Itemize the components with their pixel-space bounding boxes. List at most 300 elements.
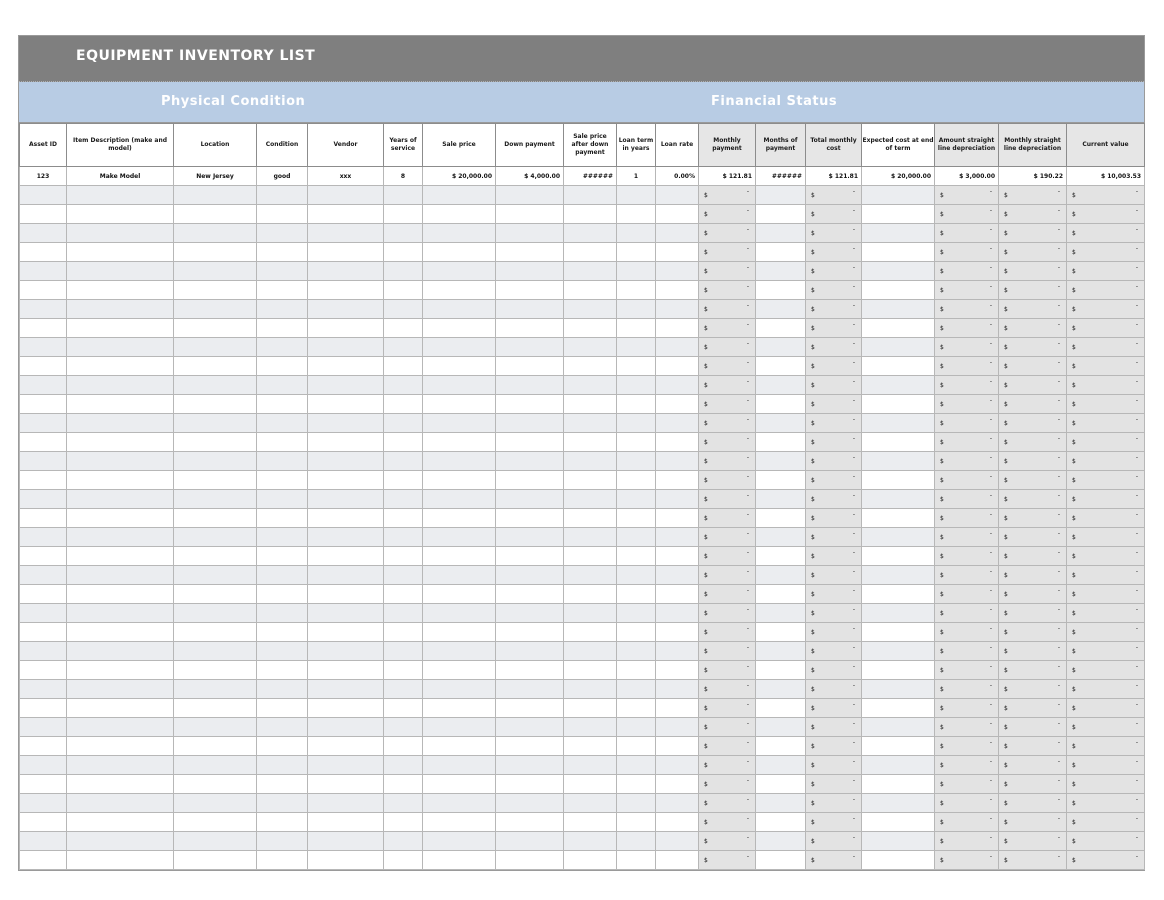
table-cell[interactable] (806, 623, 862, 642)
table-cell[interactable] (308, 775, 384, 794)
table-cell[interactable] (862, 376, 935, 395)
table-cell[interactable] (423, 547, 496, 566)
table-cell[interactable] (617, 224, 656, 243)
table-cell[interactable] (564, 205, 617, 224)
table-cell[interactable]: $ 20,000.00 (423, 167, 496, 186)
table-cell[interactable] (699, 756, 756, 775)
table-cell[interactable] (656, 319, 699, 338)
table-cell[interactable] (862, 813, 935, 832)
table-cell[interactable] (1067, 813, 1145, 832)
table-cell[interactable] (496, 471, 564, 490)
table-cell[interactable] (67, 186, 174, 205)
table-cell[interactable] (617, 509, 656, 528)
table-cell[interactable] (423, 452, 496, 471)
table-cell[interactable] (20, 509, 67, 528)
table-cell[interactable] (806, 718, 862, 737)
table-cell[interactable] (756, 661, 806, 680)
table-cell[interactable] (308, 281, 384, 300)
table-cell[interactable] (862, 775, 935, 794)
table-cell[interactable] (699, 623, 756, 642)
table-cell[interactable] (1067, 794, 1145, 813)
table-cell[interactable] (308, 357, 384, 376)
table-cell[interactable]: ###### (564, 167, 617, 186)
table-cell[interactable] (1067, 604, 1145, 623)
table-cell[interactable] (174, 604, 257, 623)
table-cell[interactable] (617, 262, 656, 281)
table-cell[interactable] (935, 414, 999, 433)
table-cell[interactable] (756, 699, 806, 718)
table-cell[interactable] (174, 414, 257, 433)
table-cell[interactable] (308, 205, 384, 224)
column-header[interactable]: Asset ID (20, 124, 67, 167)
table-cell[interactable] (423, 528, 496, 547)
table-cell[interactable] (564, 699, 617, 718)
table-cell[interactable] (756, 205, 806, 224)
table-cell[interactable] (423, 756, 496, 775)
table-cell[interactable] (806, 186, 862, 205)
table-cell[interactable] (862, 794, 935, 813)
table-cell[interactable] (384, 433, 423, 452)
table-cell[interactable] (67, 490, 174, 509)
table-cell[interactable] (564, 604, 617, 623)
table-cell[interactable] (999, 262, 1067, 281)
table-cell[interactable] (699, 243, 756, 262)
table-cell[interactable] (496, 319, 564, 338)
table-cell[interactable] (308, 813, 384, 832)
column-header[interactable]: Years of service (384, 124, 423, 167)
table-cell[interactable] (308, 224, 384, 243)
table-cell[interactable] (756, 509, 806, 528)
table-cell[interactable] (20, 205, 67, 224)
table-cell[interactable] (174, 319, 257, 338)
table-cell[interactable]: $ 3,000.00 (935, 167, 999, 186)
table-cell[interactable] (67, 585, 174, 604)
table-cell[interactable] (806, 813, 862, 832)
table-cell[interactable] (656, 623, 699, 642)
table-cell[interactable] (656, 262, 699, 281)
table-cell[interactable] (496, 547, 564, 566)
column-header[interactable]: Condition (257, 124, 308, 167)
table-cell[interactable] (174, 300, 257, 319)
table-cell[interactable] (174, 794, 257, 813)
table-cell[interactable] (423, 471, 496, 490)
table-cell[interactable] (20, 186, 67, 205)
table-cell[interactable] (496, 737, 564, 756)
table-cell[interactable] (756, 224, 806, 243)
table-cell[interactable] (20, 490, 67, 509)
table-cell[interactable] (656, 376, 699, 395)
table-cell[interactable] (20, 623, 67, 642)
table-cell[interactable] (308, 661, 384, 680)
table-cell[interactable] (617, 490, 656, 509)
table-cell[interactable] (935, 433, 999, 452)
table-cell[interactable] (1067, 661, 1145, 680)
table-cell[interactable] (174, 566, 257, 585)
table-cell[interactable] (999, 452, 1067, 471)
table-cell[interactable] (656, 205, 699, 224)
table-cell[interactable] (423, 718, 496, 737)
table-cell[interactable] (496, 205, 564, 224)
table-cell[interactable] (656, 414, 699, 433)
table-cell[interactable] (257, 756, 308, 775)
table-cell[interactable] (999, 509, 1067, 528)
table-cell[interactable] (656, 357, 699, 376)
table-cell[interactable] (496, 528, 564, 547)
table-cell[interactable] (935, 471, 999, 490)
table-cell[interactable] (496, 832, 564, 851)
table-cell[interactable] (935, 566, 999, 585)
column-header[interactable]: Months of payment (756, 124, 806, 167)
table-cell[interactable] (384, 661, 423, 680)
table-cell[interactable] (20, 547, 67, 566)
table-cell[interactable] (1067, 376, 1145, 395)
table-cell[interactable] (756, 547, 806, 566)
table-cell[interactable] (174, 490, 257, 509)
table-cell[interactable] (174, 832, 257, 851)
table-cell[interactable] (308, 547, 384, 566)
table-cell[interactable] (699, 186, 756, 205)
table-cell[interactable] (806, 471, 862, 490)
table-cell[interactable] (384, 699, 423, 718)
table-cell[interactable] (496, 281, 564, 300)
column-header[interactable]: Loan term in years (617, 124, 656, 167)
table-cell[interactable] (496, 794, 564, 813)
table-cell[interactable] (935, 452, 999, 471)
table-cell[interactable] (617, 357, 656, 376)
table-cell[interactable] (67, 566, 174, 585)
table-cell[interactable] (20, 566, 67, 585)
table-cell[interactable] (656, 680, 699, 699)
table-cell[interactable] (806, 661, 862, 680)
table-cell[interactable] (257, 414, 308, 433)
table-cell[interactable] (756, 186, 806, 205)
table-cell[interactable] (174, 813, 257, 832)
table-cell[interactable] (756, 319, 806, 338)
table-cell[interactable] (756, 737, 806, 756)
table-cell[interactable] (257, 851, 308, 870)
table-cell[interactable] (67, 737, 174, 756)
table-cell[interactable] (20, 471, 67, 490)
table-cell[interactable] (617, 604, 656, 623)
table-cell[interactable] (564, 300, 617, 319)
table-cell[interactable] (656, 775, 699, 794)
table-cell[interactable] (174, 338, 257, 357)
table-cell[interactable] (423, 680, 496, 699)
table-cell[interactable] (308, 756, 384, 775)
table-cell[interactable] (699, 205, 756, 224)
table-cell[interactable] (935, 585, 999, 604)
table-cell[interactable] (384, 338, 423, 357)
table-cell[interactable] (308, 243, 384, 262)
table-cell[interactable] (699, 547, 756, 566)
table-cell[interactable] (67, 775, 174, 794)
table-cell[interactable] (699, 851, 756, 870)
table-cell[interactable] (756, 794, 806, 813)
table-cell[interactable] (384, 794, 423, 813)
table-cell[interactable] (862, 395, 935, 414)
table-cell[interactable] (862, 661, 935, 680)
table-cell[interactable] (257, 262, 308, 281)
table-cell[interactable] (308, 186, 384, 205)
table-cell[interactable] (656, 243, 699, 262)
table-cell[interactable] (257, 813, 308, 832)
table-cell[interactable] (308, 300, 384, 319)
table-cell[interactable] (564, 718, 617, 737)
table-cell[interactable] (1067, 642, 1145, 661)
table-cell[interactable] (174, 376, 257, 395)
table-cell[interactable] (423, 832, 496, 851)
table-cell[interactable] (384, 319, 423, 338)
table-cell[interactable] (617, 376, 656, 395)
table-cell[interactable] (656, 281, 699, 300)
table-cell[interactable] (384, 566, 423, 585)
table-cell[interactable] (935, 509, 999, 528)
table-cell[interactable] (384, 243, 423, 262)
table-cell[interactable] (257, 737, 308, 756)
table-cell[interactable] (257, 775, 308, 794)
table-cell[interactable] (806, 756, 862, 775)
table-cell[interactable] (423, 737, 496, 756)
table-cell[interactable] (806, 547, 862, 566)
table-cell[interactable] (564, 395, 617, 414)
table-cell[interactable] (935, 186, 999, 205)
table-cell[interactable] (20, 414, 67, 433)
table-cell[interactable] (999, 794, 1067, 813)
table-cell[interactable] (999, 281, 1067, 300)
table-cell[interactable] (806, 775, 862, 794)
table-cell[interactable] (564, 224, 617, 243)
table-cell[interactable] (656, 490, 699, 509)
table-cell[interactable] (617, 794, 656, 813)
column-header[interactable]: Down payment (496, 124, 564, 167)
table-cell[interactable] (257, 566, 308, 585)
table-cell[interactable] (999, 490, 1067, 509)
table-cell[interactable] (862, 851, 935, 870)
table-cell[interactable] (174, 775, 257, 794)
table-cell[interactable] (384, 452, 423, 471)
table-cell[interactable] (384, 604, 423, 623)
table-cell[interactable] (20, 813, 67, 832)
table-cell[interactable] (174, 756, 257, 775)
table-cell[interactable] (756, 262, 806, 281)
table-cell[interactable] (935, 319, 999, 338)
table-cell[interactable] (999, 224, 1067, 243)
table-cell[interactable] (384, 642, 423, 661)
table-cell[interactable] (617, 452, 656, 471)
table-cell[interactable] (174, 737, 257, 756)
table-cell[interactable] (308, 737, 384, 756)
table-cell[interactable] (1067, 775, 1145, 794)
table-cell[interactable] (806, 604, 862, 623)
table-cell[interactable] (999, 661, 1067, 680)
table-cell[interactable] (67, 680, 174, 699)
table-cell[interactable] (935, 642, 999, 661)
column-header[interactable]: Current value (1067, 124, 1145, 167)
table-cell[interactable] (496, 680, 564, 699)
table-cell[interactable] (20, 452, 67, 471)
table-cell[interactable] (67, 300, 174, 319)
table-cell[interactable] (756, 433, 806, 452)
table-cell[interactable] (756, 566, 806, 585)
table-cell[interactable] (496, 376, 564, 395)
table-cell[interactable] (423, 509, 496, 528)
table-cell[interactable] (564, 338, 617, 357)
table-cell[interactable] (756, 528, 806, 547)
table-cell[interactable] (756, 414, 806, 433)
table-cell[interactable] (862, 642, 935, 661)
column-header[interactable]: Sale price (423, 124, 496, 167)
table-cell[interactable] (174, 718, 257, 737)
table-cell[interactable] (384, 357, 423, 376)
table-cell[interactable] (308, 452, 384, 471)
table-cell[interactable] (423, 699, 496, 718)
table-cell[interactable] (496, 623, 564, 642)
table-cell[interactable] (656, 737, 699, 756)
table-cell[interactable] (564, 319, 617, 338)
table-cell[interactable] (862, 338, 935, 357)
table-cell[interactable] (806, 281, 862, 300)
table-cell[interactable]: $ 4,000.00 (496, 167, 564, 186)
table-cell[interactable] (806, 490, 862, 509)
table-cell[interactable] (174, 528, 257, 547)
table-cell[interactable] (423, 300, 496, 319)
table-cell[interactable] (67, 794, 174, 813)
table-cell[interactable] (1067, 680, 1145, 699)
table-cell[interactable] (20, 699, 67, 718)
table-cell[interactable] (423, 357, 496, 376)
table-cell[interactable] (999, 414, 1067, 433)
table-cell[interactable] (564, 775, 617, 794)
table-cell[interactable] (423, 414, 496, 433)
table-cell[interactable] (423, 338, 496, 357)
table-cell[interactable] (756, 604, 806, 623)
table-cell[interactable] (564, 414, 617, 433)
table-cell[interactable] (999, 623, 1067, 642)
column-header[interactable]: Vendor (308, 124, 384, 167)
table-cell[interactable]: 0.00% (656, 167, 699, 186)
table-cell[interactable] (1067, 186, 1145, 205)
table-cell[interactable] (384, 718, 423, 737)
table-cell[interactable] (1067, 490, 1145, 509)
table-cell[interactable]: 8 (384, 167, 423, 186)
table-cell[interactable] (384, 471, 423, 490)
table-cell[interactable] (699, 262, 756, 281)
table-cell[interactable] (699, 509, 756, 528)
table-cell[interactable] (564, 737, 617, 756)
table-cell[interactable] (617, 585, 656, 604)
table-cell[interactable] (1067, 547, 1145, 566)
table-cell[interactable] (20, 737, 67, 756)
table-cell[interactable] (756, 813, 806, 832)
table-cell[interactable] (862, 680, 935, 699)
table-cell[interactable] (999, 718, 1067, 737)
table-cell[interactable] (699, 452, 756, 471)
table-cell[interactable] (756, 585, 806, 604)
table-cell[interactable] (308, 585, 384, 604)
table-cell[interactable] (699, 300, 756, 319)
table-cell[interactable]: xxx (308, 167, 384, 186)
table-cell[interactable] (67, 851, 174, 870)
table-cell[interactable] (384, 205, 423, 224)
table-cell[interactable] (756, 395, 806, 414)
table-cell[interactable] (496, 604, 564, 623)
table-cell[interactable] (496, 433, 564, 452)
table-cell[interactable] (67, 661, 174, 680)
table-cell[interactable] (564, 509, 617, 528)
table-cell[interactable] (699, 718, 756, 737)
table-cell[interactable] (862, 452, 935, 471)
table-cell[interactable] (257, 604, 308, 623)
table-cell[interactable] (564, 281, 617, 300)
table-cell[interactable] (1067, 224, 1145, 243)
table-cell[interactable] (423, 433, 496, 452)
table-cell[interactable] (564, 566, 617, 585)
table-cell[interactable] (699, 794, 756, 813)
table-cell[interactable] (564, 585, 617, 604)
table-cell[interactable] (496, 338, 564, 357)
table-cell[interactable] (656, 832, 699, 851)
table-cell[interactable] (67, 452, 174, 471)
table-cell[interactable] (1067, 357, 1145, 376)
table-cell[interactable] (1067, 300, 1145, 319)
column-header[interactable]: Loan rate (656, 124, 699, 167)
table-cell[interactable] (699, 319, 756, 338)
table-cell[interactable] (423, 851, 496, 870)
table-cell[interactable] (1067, 281, 1145, 300)
table-cell[interactable] (384, 262, 423, 281)
table-cell[interactable] (862, 756, 935, 775)
table-cell[interactable] (756, 623, 806, 642)
table-cell[interactable] (699, 395, 756, 414)
table-cell[interactable] (496, 756, 564, 775)
table-cell[interactable] (617, 528, 656, 547)
table-cell[interactable] (1067, 851, 1145, 870)
table-cell[interactable] (67, 832, 174, 851)
table-cell[interactable] (935, 718, 999, 737)
table-cell[interactable] (423, 205, 496, 224)
table-cell[interactable] (67, 471, 174, 490)
table-cell[interactable] (20, 243, 67, 262)
table-cell[interactable] (20, 376, 67, 395)
table-cell[interactable] (174, 205, 257, 224)
table-cell[interactable] (174, 661, 257, 680)
table-cell[interactable] (756, 718, 806, 737)
table-cell[interactable] (384, 490, 423, 509)
table-cell[interactable] (20, 775, 67, 794)
table-cell[interactable] (862, 186, 935, 205)
table-cell[interactable] (174, 243, 257, 262)
table-cell[interactable] (756, 281, 806, 300)
table-cell[interactable] (257, 585, 308, 604)
table-cell[interactable] (699, 642, 756, 661)
table-cell[interactable] (935, 604, 999, 623)
table-cell[interactable] (20, 433, 67, 452)
table-cell[interactable] (174, 224, 257, 243)
table-cell[interactable] (935, 680, 999, 699)
table-cell[interactable] (1067, 433, 1145, 452)
table-cell[interactable] (308, 376, 384, 395)
table-cell[interactable] (67, 243, 174, 262)
table-cell[interactable] (699, 281, 756, 300)
table-cell[interactable] (174, 395, 257, 414)
table-cell[interactable] (999, 547, 1067, 566)
table-cell[interactable] (257, 642, 308, 661)
table-cell[interactable] (67, 205, 174, 224)
table-cell[interactable] (999, 737, 1067, 756)
table-cell[interactable] (617, 718, 656, 737)
table-cell[interactable] (20, 585, 67, 604)
table-cell[interactable] (496, 509, 564, 528)
